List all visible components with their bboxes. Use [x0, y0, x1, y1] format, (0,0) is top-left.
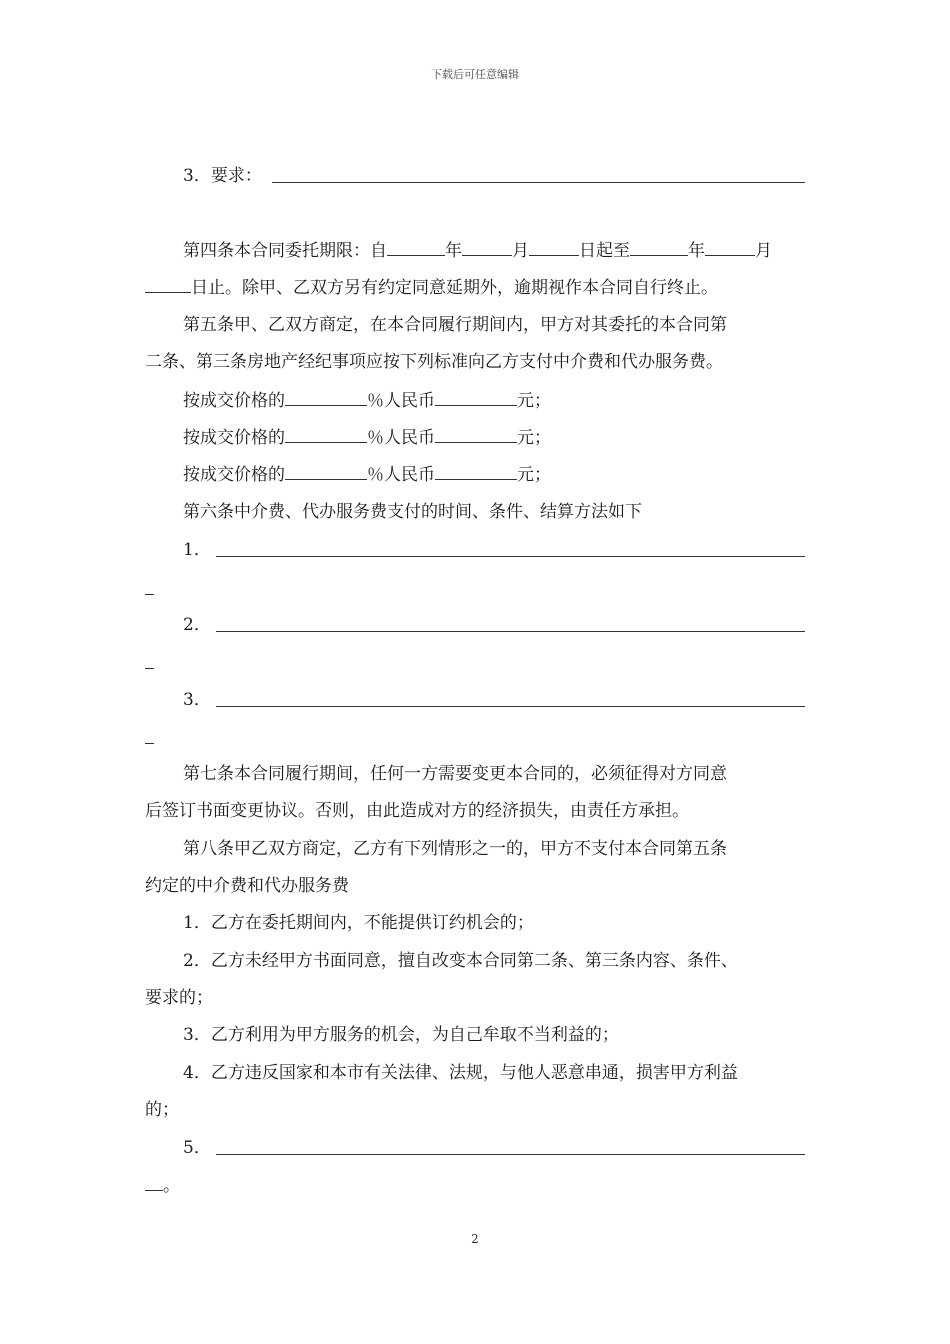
article-7-line2: 后签订书面变更协议。否则，由此造成对方的经济损失，由责任方承担。: [145, 801, 689, 821]
page-number: 2: [471, 1232, 479, 1246]
condition-5-line2: 。: [145, 1175, 180, 1196]
article-4-line1: 第四条本合同委托期限：自 年 月 日起至 年 月: [183, 241, 772, 261]
payment-item-1-label: 1．: [183, 540, 211, 560]
payment-item-3-label: 3．: [183, 690, 211, 710]
article-4-line2: 日止。除甲、乙双方另有约定同意延期外，逾期视作本合同自行终止。: [145, 277, 718, 298]
requirement-3-label: 3．要求：: [183, 166, 262, 186]
requirement-3-blank: [272, 182, 805, 183]
condition-5-blank: [216, 1154, 805, 1155]
payment-item-1-blank: [216, 556, 805, 557]
condition-3: 3．乙方利用为甲方服务的机会，为自己牟取不当利益的；: [183, 1025, 619, 1045]
condition-2-line1: 2．乙方未经甲方书面同意，擅自改变本合同第二条、第三条内容、条件、: [183, 951, 738, 971]
payment-item-2-blank-tail: [145, 668, 154, 669]
condition-4-line1: 4．乙方违反国家和本市有关法律、法规，与他人恶意串通，损害甲方利益: [183, 1063, 738, 1083]
payment-item-2-blank: [216, 631, 805, 632]
fee-line-2: 按成交价格的 ％人民币 元；: [183, 428, 551, 448]
condition-4-line2: 的；: [145, 1100, 179, 1120]
article-5-line2: 二条、第三条房地产经纪事项应按下列标准向乙方支付中介费和代办服务费。: [145, 352, 723, 372]
article-7-line1: 第七条本合同履行期间，任何一方需要变更本合同的，必须征得对方同意: [183, 764, 727, 784]
payment-item-3-blank: [216, 706, 805, 707]
payment-item-1-blank-tail: [145, 594, 154, 595]
page-header: 下载后可任意编辑: [431, 68, 519, 81]
condition-5-label: 5．: [183, 1138, 211, 1158]
fee-line-3: 按成交价格的 ％人民币 元；: [183, 465, 551, 485]
fee-line-1: 按成交价格的 ％人民币 元；: [183, 391, 551, 411]
payment-item-3-blank-tail: [145, 743, 154, 744]
article-5-line1: 第五条甲、乙双方商定，在本合同履行期间内，甲方对其委托的本合同第: [183, 315, 727, 335]
article-6: 第六条中介费、代办服务费支付的时间、条件、结算方法如下: [183, 502, 642, 522]
condition-2-line2: 要求的；: [145, 988, 213, 1008]
condition-1: 1．乙方在委托期间内，不能提供订约机会的；: [183, 913, 534, 933]
article-8-line2: 约定的中介费和代办服务费: [145, 876, 349, 896]
payment-item-2-label: 2．: [183, 615, 211, 635]
article-8-line1: 第八条甲乙双方商定，乙方有下列情形之一的，甲方不支付本合同第五条: [183, 839, 727, 859]
